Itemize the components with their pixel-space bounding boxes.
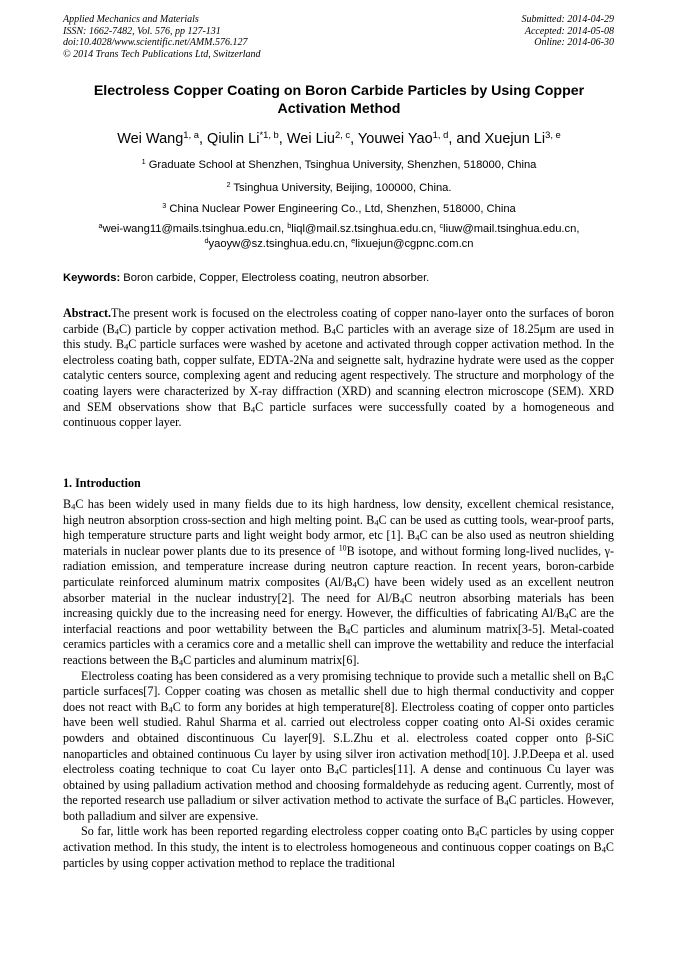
affiliation-2 — [40, 181, 638, 195]
affiliation-3 — [40, 202, 638, 216]
author-separator: , — [198, 131, 208, 147]
superscript: 10 — [338, 543, 347, 553]
intro-text: C can be also used as neutron shielding materials in nuclear power plants due to its presence of — [63, 528, 615, 558]
abstract — [63, 306, 614, 431]
affiliation-text: Tsinghua University, Beijing, 100000, China. — [230, 182, 452, 194]
affiliation-number: 3 — [162, 201, 167, 210]
email-mark: e — [351, 235, 356, 245]
intro-paragraph-2 — [63, 669, 614, 825]
subscript: 4 — [168, 704, 173, 715]
intro-text: C particles and aluminum matrix[3-5]. Metal-coated ceramics particles with a ceramics core and a metallic shell can improve the wettability and reduce the interfacial reactions between the B — [63, 621, 615, 667]
subscript: 4 — [124, 341, 129, 352]
intro-text: C particles by using copper activation method to replace the traditional — [63, 840, 614, 870]
author-name: Youwei Yao — [357, 131, 433, 147]
section-heading: 1. Introduction — [63, 476, 141, 490]
subscript: 4 — [331, 326, 336, 337]
email-mark: a — [98, 221, 103, 230]
submission-dates — [522, 14, 615, 49]
author-name: Qiulin Li — [207, 131, 260, 147]
doi-line: doi:10.4028/www.scientific.net/AMM.576.127 — [63, 37, 248, 49]
subscript: 4 — [178, 657, 184, 668]
author-affiliation-mark: 1, d — [432, 128, 449, 140]
author-affiliation-mark: 2, c — [334, 128, 351, 140]
subscript: 4 — [415, 532, 420, 543]
journal-name: Applied Mechanics and Materials — [63, 14, 199, 25]
intro-text: C particles. However, both palladium and silver are expensive. — [63, 793, 614, 823]
title-line-2: Activation Method — [277, 101, 401, 117]
intro-text: So far, little work has been reported regarding electroless copper coating onto B — [81, 824, 475, 839]
author-affiliation-mark: 1, a — [183, 128, 199, 140]
intro-text: Electroless coating has been considered as a very promising technique to provide such a metallic shell on B — [81, 668, 602, 683]
submitted-date: Submitted: 2014-04-29 — [521, 14, 614, 25]
intro-text: C can be used as cutting tools, wear-proof parts, high temperature structure parts and light weight body armor, etc [1]. B — [63, 512, 614, 543]
subscript: 4 — [564, 610, 569, 621]
author-separator: , — [278, 131, 287, 147]
affiliation-number: 2 — [226, 180, 231, 189]
email-line-2 — [50, 237, 628, 252]
abstract-text: C particle surfaces were washed by acetone and activated through copper activation method. In the electroless coating bath, copper sulfate, EDTA-2Na and seignette salt, hydrazine hydrate were used as the copper catalytic centers source, complexing agent and reducing agent respectively. The structure and morphology of the coating layers were characterized by X-ray diffraction (XRD) and scanning electron microscope (SEM). XRD and SEM observations show that B — [63, 337, 614, 414]
keywords-label: Keywords: — [63, 272, 121, 284]
accepted-date: Accepted: 2014-05-08 — [524, 25, 614, 37]
issn-line: ISSN: 1662-7482, Vol. 576, pp 127-131 — [63, 25, 221, 37]
email-liu[interactable]: liuw@mail.tsinghua.edu.cn, — [443, 223, 580, 235]
paper-title — [52, 82, 626, 118]
affiliation-number: 1 — [141, 157, 146, 166]
subscript: 4 — [71, 501, 76, 512]
journal-info — [63, 14, 261, 60]
intro-text: B — [63, 497, 72, 511]
email-mark: d — [204, 235, 209, 245]
subscript: 4 — [334, 766, 339, 777]
email-lixuejun[interactable]: lixuejun@cgpnc.com.cn — [355, 237, 474, 250]
online-date: Online: 2014-06-30 — [534, 37, 614, 49]
intro-text: C to form any borides at high temperature[8]. Electroless coating of copper onto particles have been well studied. Rahul Sharma et al. carried out electroless copper coating onto Al-Si oxides ceramic powders and obtained discontinuous Cu layer[9]. S.L.Zhu et al. electroless coated copper onto β-SiC nanoparticles and obtained continuous Cu layer by using silver iron activation method[10]. J.P.Deepa et al. used electroless coating technique to coat Cu layer onto B — [63, 699, 614, 777]
subscript: 4 — [114, 326, 119, 337]
subscript: 4 — [374, 517, 379, 528]
abstract-text: The present work is focused on the electroless coating of copper nano-layer onto the surfaces of boron carbide (B — [63, 306, 614, 336]
subscript: 4 — [601, 844, 606, 855]
email-wang[interactable]: wei-wang11@mails.tsinghua.edu.cn, — [102, 223, 288, 235]
author-name: Wei Liu — [286, 131, 335, 147]
author-name: Wei Wang — [117, 131, 184, 147]
abstract-paragraph — [63, 306, 614, 431]
intro-text: C neutron absorbing materials has been increasing quickly due to the increasing need for energy. However, the difficulties of fabricating Al/B — [63, 590, 614, 621]
title-line-1: Electroless Copper Coating on Boron Carbide Particles by Using Copper — [93, 83, 585, 99]
subscript: 4 — [346, 626, 351, 637]
email-yao[interactable]: yaoyw@sz.tsinghua.edu.cn, — [208, 237, 352, 250]
subscript: 4 — [352, 579, 357, 590]
subscript: 4 — [504, 797, 509, 808]
author-name: Xuejun Li — [484, 131, 546, 147]
affiliation-1 — [40, 158, 638, 172]
intro-text: C particles[11]. A dense and continuous Cu layer was obtained by using palladium activation method and choosing formaldehyde as reducing agent. Currently, most of the reported research use palladium or silver activation method to activate the surface of B — [63, 762, 614, 808]
email-line-1 — [50, 222, 628, 237]
subscript: 4 — [601, 673, 606, 684]
author-list — [40, 130, 638, 148]
intro-text: C particle surfaces[7]. Copper coating was chosen as metallic shell due to high thermal conductivity and copper does not react with B — [63, 668, 614, 714]
intro-text: C) have been widely used as an excellent neutron absorber material in the nuclear industry[2]. The need for Al/B — [63, 574, 614, 605]
affiliation-text: Graduate School at Shenzhen, Tsinghua University, Shenzhen, 518000, China — [145, 159, 537, 171]
author-separator: , and — [448, 131, 485, 147]
subscript: 4 — [250, 404, 256, 415]
author-emails — [50, 222, 628, 251]
intro-text: B isotope, and without forming long-lived nuclides, γ-radiation emission, and temperature increase during neutron capture reaction. In recent years, boron-carbide particulate reinforced aluminum matrix composites (Al/B — [63, 543, 614, 589]
abstract-label: Abstract. — [63, 306, 112, 320]
intro-text: C are the interfacial reactions and poor wettability between the B — [63, 606, 614, 636]
intro-text: C has been widely used in many fields due to its high hardness, low density, excellent chemical resistance, high neutron absorption cross-section and high melting point. B — [63, 497, 614, 527]
email-mark: c — [439, 221, 444, 230]
author-affiliation-mark: *1, b — [259, 128, 279, 140]
keywords — [63, 271, 615, 285]
abstract-text: C) particle by copper activation method. B — [118, 321, 332, 336]
intro-text: C particles and aluminum matrix[6]. — [183, 652, 360, 667]
email-mark: b — [287, 221, 292, 230]
abstract-text: C particle surfaces were successfully coated by a homogeneous and continuous copper layer. — [63, 399, 614, 430]
intro-paragraph-1 — [63, 497, 614, 669]
introduction-body — [63, 497, 614, 871]
author-affiliation-mark: 3, e — [545, 128, 561, 140]
subscript: 4 — [399, 595, 405, 606]
intro-paragraph-3 — [63, 824, 614, 871]
author-separator: , — [350, 131, 358, 147]
email-li[interactable]: liql@mail.sz.tsinghua.edu.cn, — [291, 223, 440, 235]
intro-text: C particles by using copper activation method. In this study, the intent is to electroless homogeneous and continuous copper coatings on B — [63, 824, 614, 855]
subscript: 4 — [475, 829, 480, 840]
affiliation-text: China Nuclear Power Engineering Co., Ltd, Shenzhen, 518000, China — [166, 203, 516, 215]
copyright-line: © 2014 Trans Tech Publications Ltd, Switzerland — [63, 48, 261, 60]
abstract-text: C particles with an average size of 18.25μm are used in this study. B — [63, 321, 614, 352]
keywords-text: Boron carbide, Copper, Electroless coating, neutron absorber. — [120, 272, 430, 284]
